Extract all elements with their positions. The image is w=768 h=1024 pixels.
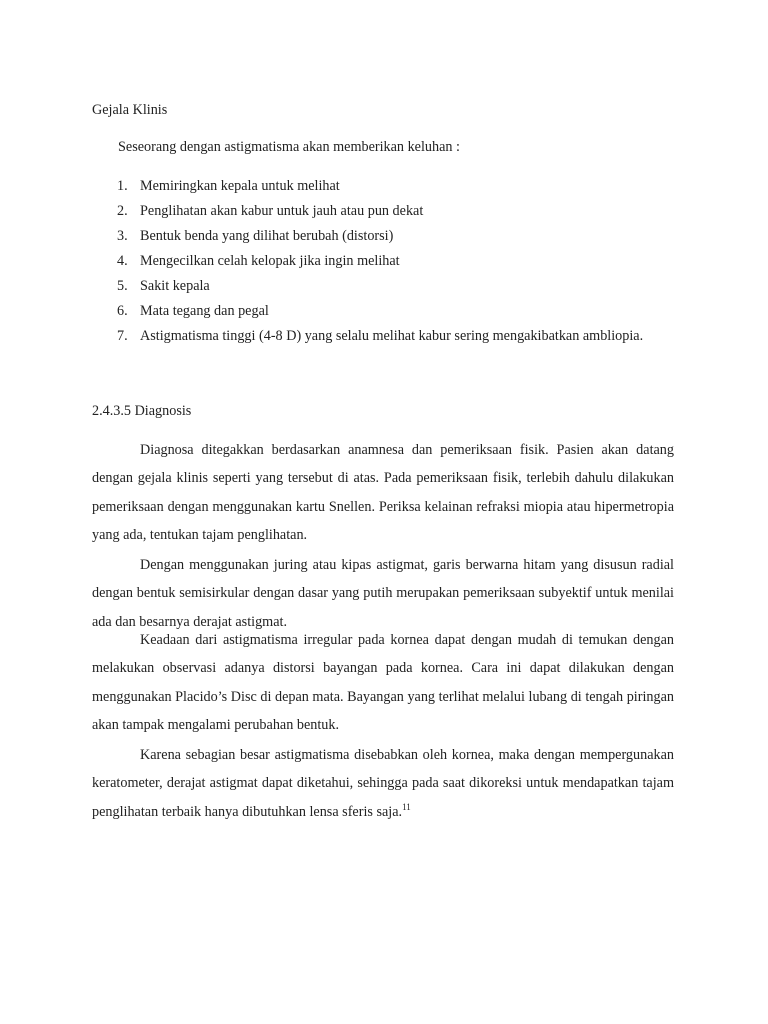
paragraph-diagnosis-4 [92, 741, 674, 826]
list-item [92, 299, 674, 324]
list-number: 3. [117, 228, 128, 244]
list-number: 5. [117, 278, 128, 294]
list-item-text: Mengecilkan celah kelopak jika ingin melihat [140, 253, 400, 269]
list-item [92, 249, 674, 274]
list-item-text: Memiringkan kepala untuk melihat [140, 178, 340, 194]
list-item-text: Bentuk benda yang dilihat berubah (distorsi) [140, 228, 394, 244]
list-number: 4. [117, 253, 128, 269]
paragraph-diagnosis-1: Diagnosa ditegakkan berdasarkan anamnesa dan pemeriksaan fisik. Pasien akan datang dengan gejala klinis seperti yang tersebut di atas. Pada pemeriksaan fisik, terlebih dahulu dilakukan pemeriksaan dengan menggunakan kartu Snellen. Periksa kelainan refraksi miopia atau hipermetropia yang ada, tentukan tajam penglihatan. [92, 442, 674, 543]
intro-sentence: Seseorang dengan astigmatisma akan memberikan keluhan : [118, 139, 460, 155]
list-item [92, 174, 674, 199]
list-item-text: Sakit kepala [140, 278, 210, 294]
section-title-gejala-klinis: Gejala Klinis [92, 102, 168, 118]
list-item [92, 199, 674, 224]
list-item-text: Penglihatan akan kabur untuk jauh atau pun dekat [140, 203, 424, 219]
paragraph-diagnosis-2: Dengan menggunakan juring atau kipas astigmat, garis berwarna hitam yang disusun radial dengan bentuk semisirkular dengan dasar yang putih merupakan pemeriksaan subyektif untuk menilai ada dan besarnya derajat astigmat. [92, 557, 674, 630]
paragraph-diagnosis-3: Keadaan dari astigmatisma irregular pada kornea dapat dengan mudah di temukan dengan melakukan observasi adanya distorsi bayangan pada kornea. Cara ini dapat dilakukan dengan menggunakan Placido’s Disc di depan mata. Bayangan yang terlihat melalui lubang di tengah piringan akan tampak mengalami perubahan bentuk. [92, 632, 674, 733]
citation-superscript: 11 [402, 801, 411, 812]
list-number: 6. [117, 303, 128, 319]
list-number: 2. [117, 203, 128, 219]
list-item-text: Astigmatisma tinggi (4-8 D) yang selalu melihat kabur sering mengakibatkan ambliopia. [140, 328, 644, 344]
list-item-text: Mata tegang dan pegal [140, 303, 269, 319]
list-item [92, 274, 674, 299]
list-item [92, 324, 674, 349]
list-item [92, 224, 674, 249]
list-number: 1. [117, 178, 128, 194]
section-title-diagnosis: 2.4.3.5 Diagnosis [92, 403, 192, 419]
symptom-list [92, 174, 674, 349]
paragraph-text: Karena sebagian besar astigmatisma disebabkan oleh kornea, maka dengan mempergunakan keratometer, derajat astigmat dapat diketahui, sehingga pada saat dikoreksi untuk mendapatkan tajam penglihatan terbaik hanya dibutuhkan lensa sferis saja. [92, 747, 674, 820]
list-number: 7. [117, 328, 128, 344]
